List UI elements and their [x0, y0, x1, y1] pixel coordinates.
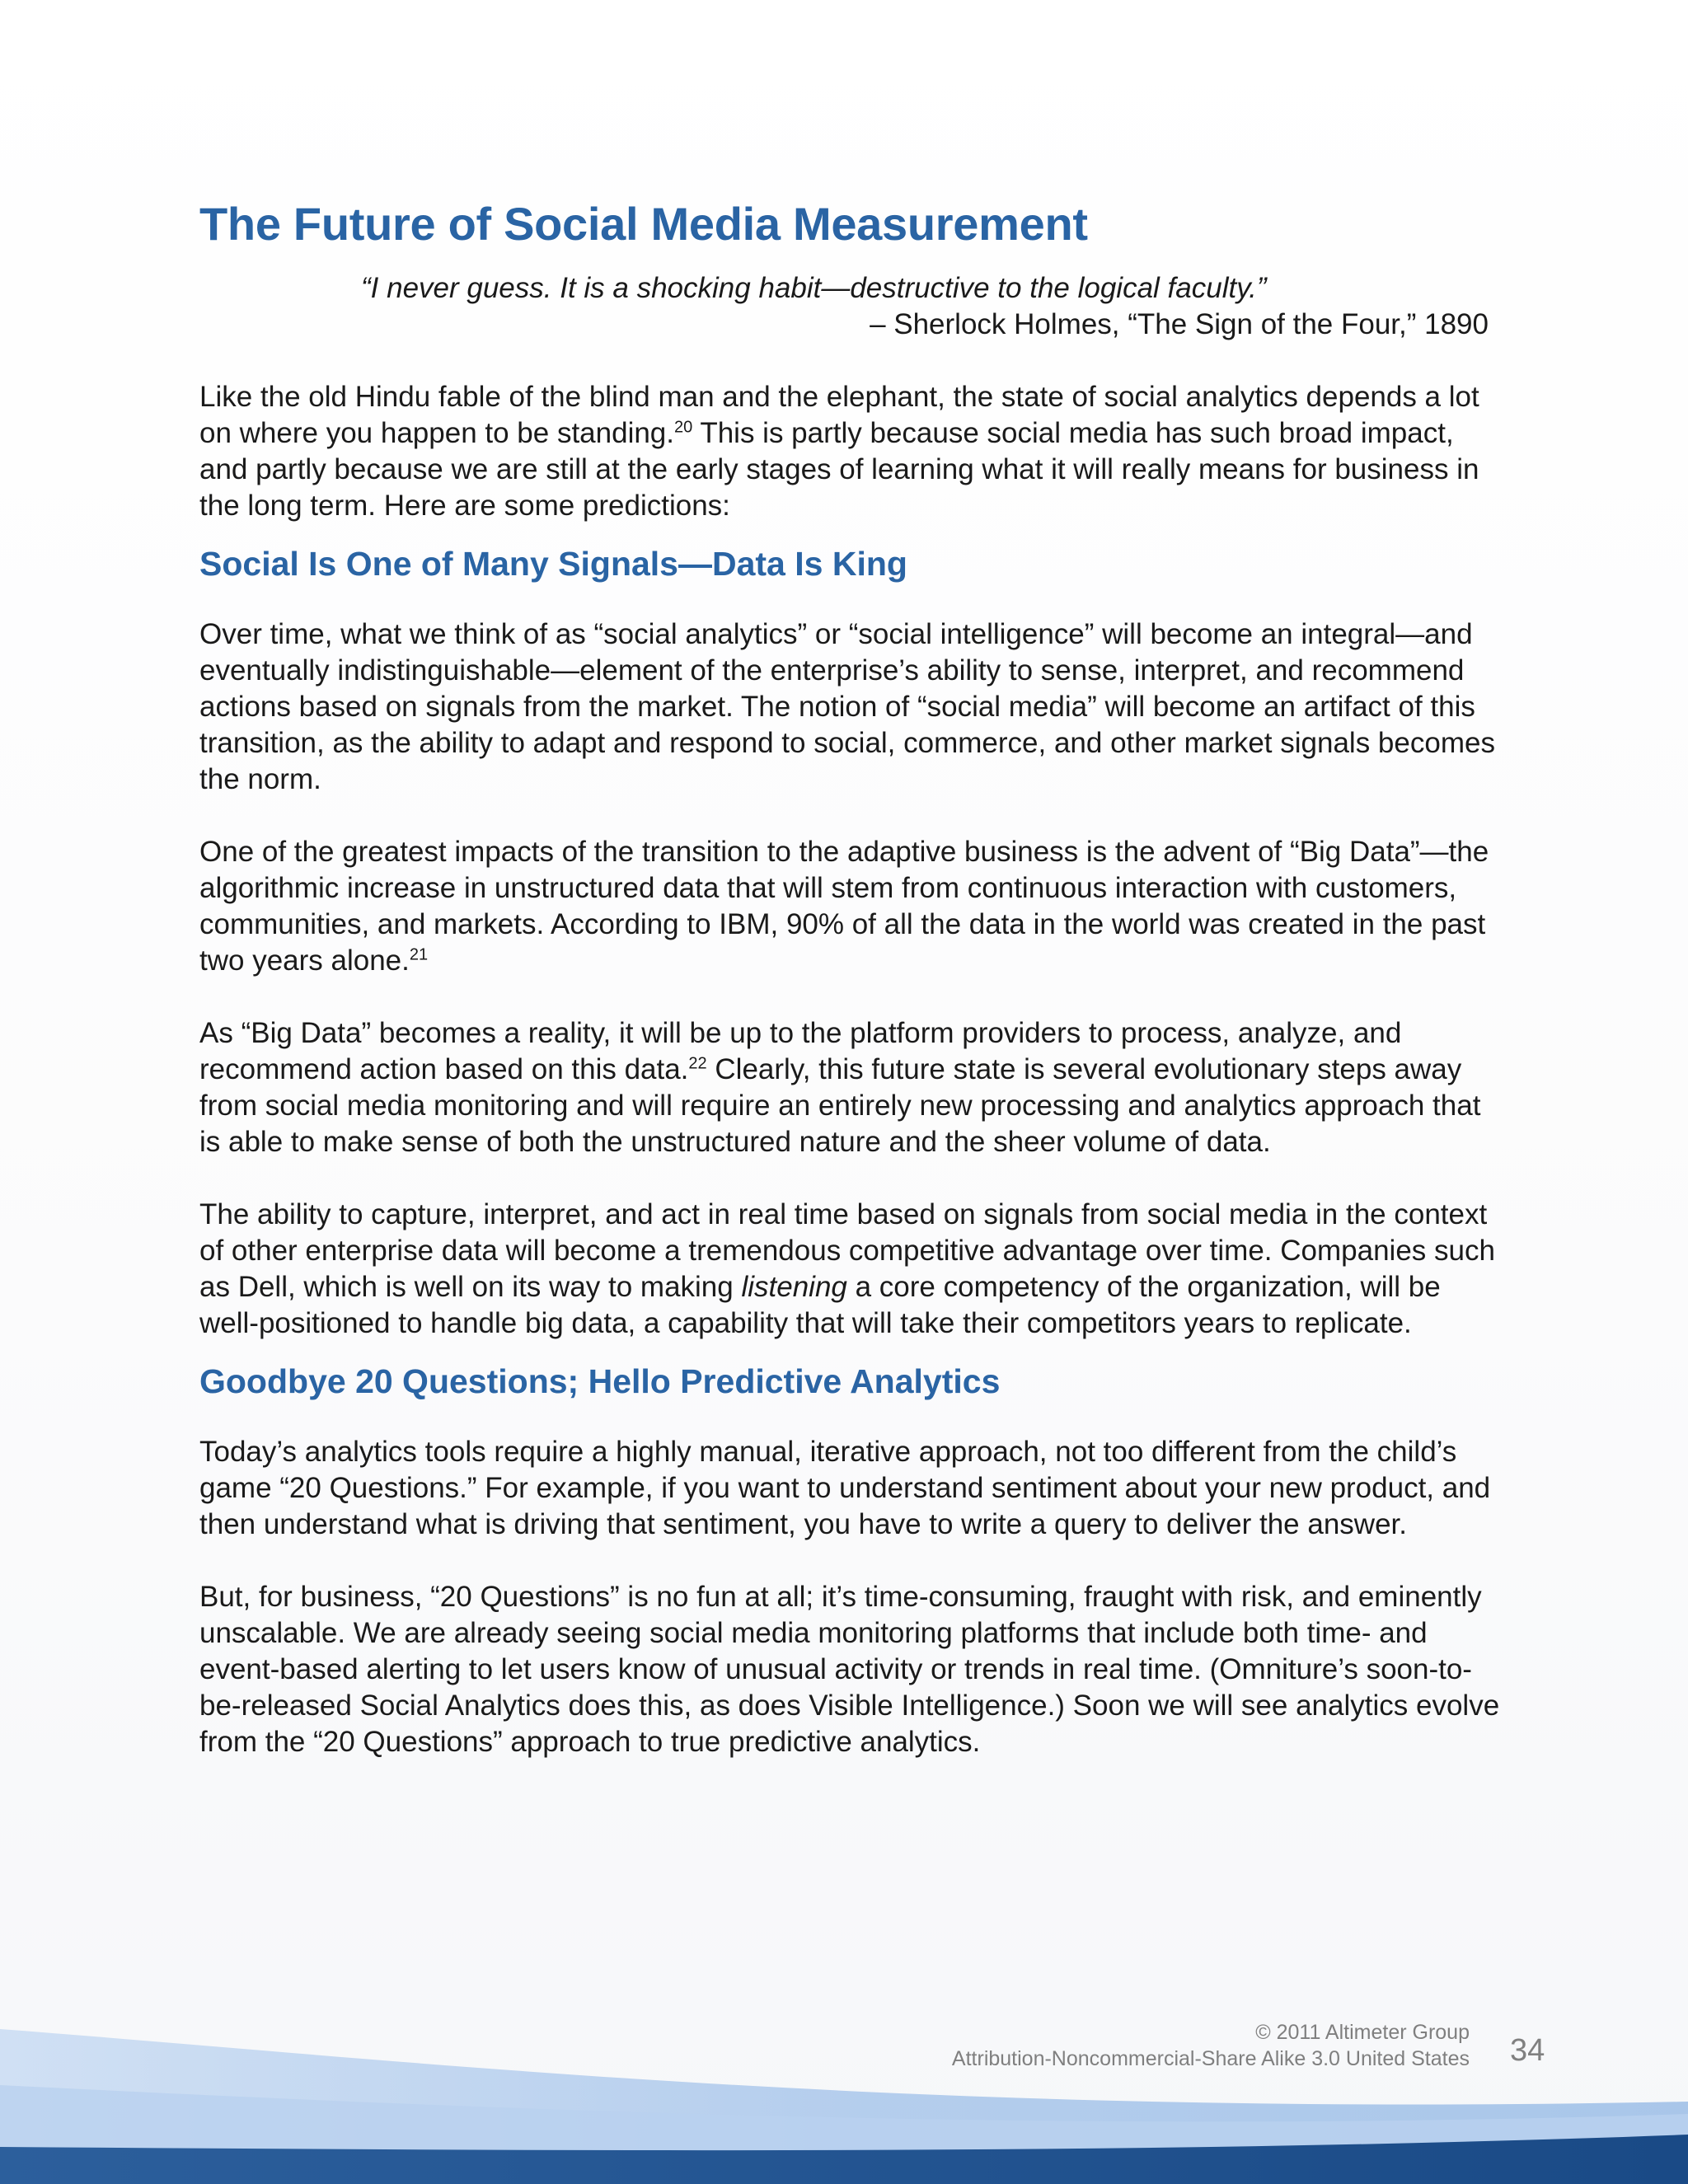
- footnote-ref-22: 22: [688, 1054, 707, 1073]
- intro-paragraph: [199, 379, 1502, 524]
- section2-paragraph-1: Today’s analytics tools require a highly manual, iterative approach, not too different from the child’s game “20 Questions.” For example, if you want to understand sentiment about your new product, and then understand what is driving that sentiment, you have to write a query to deliver the answer.: [199, 1436, 1491, 1540]
- section1-p4-part2: a core competency of the organization, will be well-positioned to handle big data, a capability that will take their competitors years to replicate.: [199, 1271, 1441, 1339]
- document-body: [199, 196, 1502, 1760]
- license-text: Attribution-Noncommercial-Share Alike 3.0 United States: [951, 2047, 1470, 2070]
- intro-text-part2: This is partly because social media has such broad impact, and partly because we are still at the early stages of learning what it will really means for business in the long term. Here are some predictions:: [199, 417, 1479, 522]
- footer-credits: [952, 2019, 1470, 2072]
- page-title: The Future of Social Media Measurement: [199, 198, 1088, 250]
- section1-paragraph-4: [199, 1197, 1502, 1342]
- section1-paragraph-1: Over time, what we think of as “social analytics” or “social intelligence” will become an integral—and eventually indistinguishable—element of the enterprise’s ability to sense, interpret, and recommend actions based on signals from the market. The notion of “social media” will become an artifact of this transition, as the ability to adapt and respond to social, commerce, and other market signals becomes the norm.: [199, 618, 1495, 795]
- section-heading-data-is-king: Social Is One of Many Signals—Data Is King: [199, 545, 907, 583]
- copyright-text: © 2011 Altimeter Group: [1255, 2021, 1470, 2044]
- footnote-ref-20: 20: [674, 418, 693, 437]
- section1-paragraph-3: [199, 1015, 1502, 1160]
- page-number: 34: [1510, 2033, 1545, 2068]
- section1-paragraph-2: [199, 834, 1502, 979]
- section1-p3-part2: Clearly, this future state is several evolutionary steps away from social media monitoring and will require an entirely new processing and analytics approach that is able to make sense of both the unstructured nature and the sheer volume of data.: [199, 1053, 1481, 1158]
- section-heading-predictive-analytics: Goodbye 20 Questions; Hello Predictive Analytics: [199, 1362, 1001, 1400]
- intro-text-part1: Like the old Hindu fable of the blind man and the elephant, the state of social analytics depends a lot on where you happen to be standing.: [199, 381, 1479, 449]
- footnote-ref-21: 21: [409, 945, 429, 964]
- emphasis-listening: listening: [741, 1271, 847, 1303]
- section2-paragraph-2: But, for business, “20 Questions” is no fun at all; it’s time-consuming, fraught with risk, and eminently unscalable. We are already seeing social media monitoring platforms that include both time- and event-based alerting to let users know of unusual activity or trends in real time. (Omniture’s soon-to-be-released Social Analytics does this, as does Visible Intelligence.) Soon we will see analytics evolve from the “20 Questions” approach to true predictive analytics.: [199, 1581, 1500, 1758]
- epigraph-quote: “I never guess. It is a shocking habit—destructive to the logical faculty.”: [361, 272, 1267, 304]
- epigraph-attribution: – Sherlock Holmes, “The Sign of the Four,” 1890: [870, 308, 1489, 340]
- section1-p4-part1: The ability to capture, interpret, and act in real time based on signals from social media in the context of other enterprise data will become a tremendous competitive advantage over time. Companies such as Dell, which is well on its way to making: [199, 1198, 1495, 1303]
- section1-p2-text: One of the greatest impacts of the transition to the adaptive business is the advent of “Big Data”—the algorithmic increase in unstructured data that will stem from continuous interaction with customers, communities, and markets. According to IBM, 90% of all the data in the world was created in the past two years alone.: [199, 836, 1489, 977]
- section1-p3-part1: As “Big Data” becomes a reality, it will be up to the platform providers to process, analyze, and recommend action based on this data.: [199, 1017, 1402, 1085]
